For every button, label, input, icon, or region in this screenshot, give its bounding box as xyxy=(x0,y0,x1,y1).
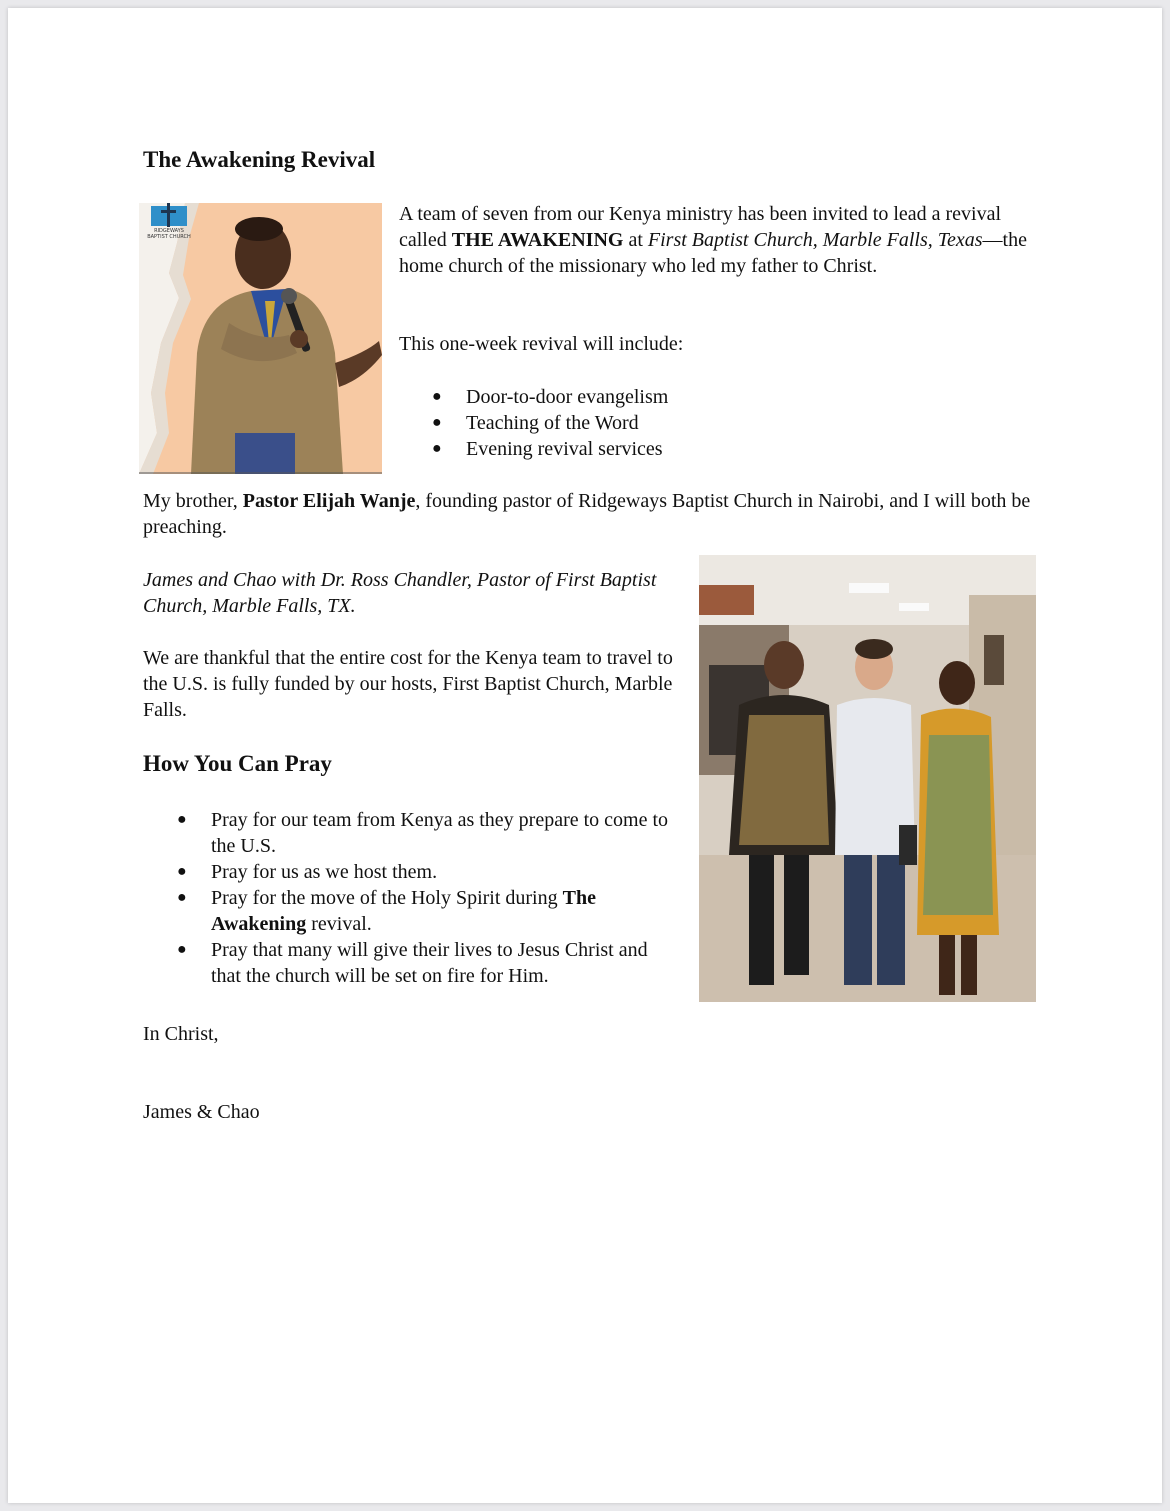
list-item-text: Pray that many will give their lives to Jesus Christ and that the church will be set on fire for Him. xyxy=(211,939,648,987)
group-illustration xyxy=(699,555,1036,1002)
intro-text-3: —the home church of the missionary who led my father to Christ. xyxy=(399,229,1027,277)
logo-text-2: BAPTIST CHURCH xyxy=(147,234,191,240)
pastor-illustration xyxy=(139,203,382,474)
bullet-icon: ● xyxy=(177,889,187,906)
list-item xyxy=(177,859,681,885)
pastor-photo xyxy=(139,203,382,474)
list-item-text: revival. xyxy=(306,913,372,935)
intro-text-2: at xyxy=(623,229,648,251)
thanks-paragraph: We are thankful that the entire cost for the Kenya team to travel to the U.S. is fully funded by our hosts, First Baptist Church, Marble Falls. xyxy=(143,647,673,721)
list-item-text: Pray for us as we host them. xyxy=(211,861,438,883)
list-intro: This one-week revival will include: xyxy=(399,333,684,355)
list-item-text: Pray for the move of the Holy Spirit during xyxy=(211,887,563,909)
prayer-list xyxy=(177,807,681,989)
document-page xyxy=(8,8,1162,1503)
list-item xyxy=(432,384,669,410)
brother-text-2: , founding pastor of Ridgeways Baptist Church in Nairobi, and I will both be preaching. xyxy=(143,490,1031,538)
list-item xyxy=(432,436,668,462)
revival-activities-list xyxy=(432,384,669,462)
brother-paragraph xyxy=(143,488,1033,540)
brother-text-1: My brother, xyxy=(143,490,243,512)
photo-caption: James and Chao with Dr. Ross Chandler, Pastor of First Baptist Church, Marble Falls, TX. xyxy=(143,569,657,617)
list-item xyxy=(177,937,681,989)
list-item xyxy=(177,885,681,937)
intro-italic: First Baptist Church, Marble Falls, Texas xyxy=(647,229,983,251)
list-item-text: Evening revival services xyxy=(466,438,663,460)
brother-bold: Pastor Elijah Wanje xyxy=(242,490,416,512)
bullet-icon: ● xyxy=(177,811,187,828)
bullet-icon: ● xyxy=(177,863,187,880)
bullet-icon: ● xyxy=(177,941,187,958)
list-item xyxy=(432,410,668,436)
intro-paragraph xyxy=(399,201,1039,279)
heading-how-you-can-pray: How You Can Pray xyxy=(143,751,332,776)
group-photo xyxy=(699,555,1036,1002)
list-item-text: Teaching of the Word xyxy=(466,412,639,434)
logo-text-1: RIDGEWAYS xyxy=(154,228,184,234)
list-item-bold: The Awakening xyxy=(211,887,596,935)
list-item xyxy=(177,807,681,859)
bullet-icon: ● xyxy=(432,414,442,431)
bullet-icon: ● xyxy=(432,388,442,405)
bullet-icon: ● xyxy=(432,440,442,457)
closing: In Christ, xyxy=(143,1023,219,1045)
intro-text-1: A team of seven from our Kenya ministry has been invited to lead a revival called xyxy=(399,203,1002,251)
signature: James & Chao xyxy=(143,1101,260,1123)
heading-awakening-revival: The Awakening Revival xyxy=(143,147,376,172)
list-item-text: Pray for our team from Kenya as they prepare to come to the U.S. xyxy=(211,809,669,857)
intro-bold: THE AWAKENING xyxy=(451,229,624,251)
list-item-text: Door-to-door evangelism xyxy=(466,386,669,408)
